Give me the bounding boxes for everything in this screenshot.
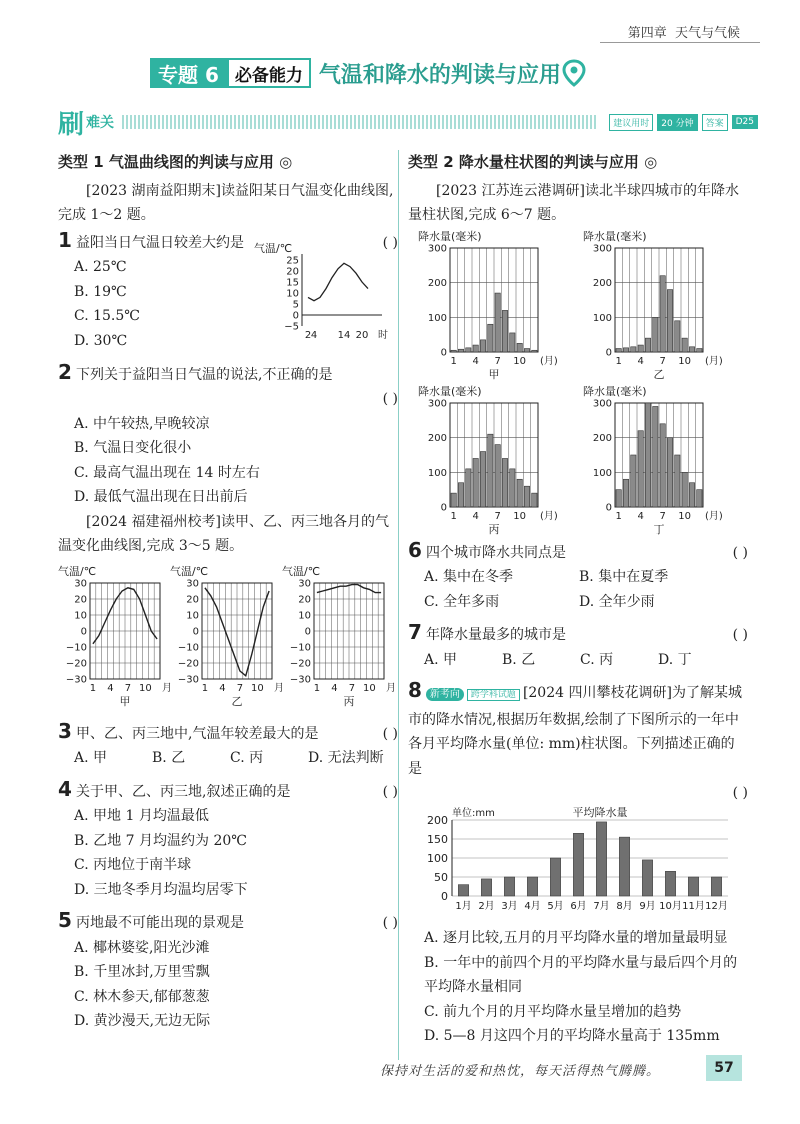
x-tick-label: 10月: [659, 900, 682, 912]
bar: [665, 871, 675, 896]
y-tick-label: −20: [289, 658, 311, 669]
target-icon: ◎: [644, 153, 658, 171]
y-axis-label: 降水量(毫米): [583, 384, 647, 398]
options-grid: [408, 565, 748, 614]
bar: [660, 275, 665, 351]
bar: [488, 434, 493, 507]
y-tick-label: −30: [289, 674, 311, 685]
chart-name-label: 丙: [488, 522, 500, 536]
question-1-block: [58, 228, 398, 356]
bar: [532, 493, 537, 507]
bar: [480, 451, 485, 506]
bar: [517, 479, 522, 507]
left-column: [58, 150, 398, 1034]
option[interactable]: A. 25℃: [74, 259, 127, 275]
bar: [532, 350, 537, 352]
y-axis-label: 降水量(毫米): [418, 384, 482, 398]
page-number: 57: [706, 1055, 742, 1081]
x-tick-label: 4: [310, 329, 318, 341]
y-tick-label: 200: [427, 432, 447, 444]
bar: [480, 339, 485, 351]
section-type-1: 类型 1 气温曲线图的判读与应用 ◎: [58, 153, 293, 171]
y-tick-label: −20: [65, 658, 87, 669]
y-tick-label: 30: [186, 578, 199, 589]
rain-chart-jia: [408, 228, 558, 381]
chart-name-label: 丁: [653, 522, 665, 536]
rain-chart-yi: [573, 228, 723, 381]
bar: [451, 350, 456, 352]
y-tick-label: 200: [427, 277, 447, 289]
rain-chart-ding: [573, 383, 723, 536]
bar: [667, 437, 672, 506]
y-tick-label: 0: [292, 310, 299, 321]
bar: [697, 348, 702, 351]
temp-chart-jia: [54, 561, 172, 717]
bar: [689, 346, 694, 351]
monthly-precip-chart: [408, 806, 738, 918]
option[interactable]: A. 逐月比较,五月的月平均降水量的增加量最明显: [424, 930, 728, 946]
y-tick-label: −20: [177, 658, 199, 669]
y-tick-label: −5: [284, 321, 299, 332]
answer-bracket[interactable]: ( ): [732, 544, 748, 561]
y-tick-label: 0: [605, 502, 612, 513]
bar: [495, 293, 500, 352]
y-axis-label: 单位:mm: [452, 807, 495, 819]
y-tick-label: 0: [440, 347, 447, 358]
option[interactable]: D. 全年少雨: [579, 593, 655, 610]
bar: [645, 338, 650, 352]
x-axis-label: 月: [386, 682, 396, 694]
option[interactable]: D. 无法判断: [308, 750, 384, 766]
bar: [667, 289, 672, 351]
y-tick-label: −10: [65, 642, 87, 653]
bar: [504, 877, 514, 896]
x-tick-label: 10: [513, 355, 527, 367]
x-axis-label: (月): [705, 510, 723, 522]
chapter-header: [628, 22, 740, 41]
new-direction-badge: 新考向: [426, 688, 464, 701]
y-tick-label: 20: [186, 594, 199, 605]
y-tick-label: 0: [441, 889, 448, 903]
x-axis-label: 时: [378, 329, 388, 341]
bar: [660, 423, 665, 506]
intro-1: [2023 湖南益阳期末]读益阳某日气温变化曲线图,完成 1～2 题。: [58, 182, 394, 223]
bar: [466, 347, 471, 351]
y-tick-label: −30: [177, 674, 199, 685]
x-tick-label: 4: [472, 355, 479, 367]
y-tick-label: −30: [65, 674, 87, 685]
temp-chart-yi: [166, 561, 284, 717]
answer-bracket[interactable]: ( ): [382, 234, 398, 251]
bar: [638, 430, 643, 506]
chart-name-label: 乙: [653, 367, 665, 381]
chart-name-label: 甲: [488, 367, 500, 381]
y-axis-label: 气温/℃: [58, 564, 97, 578]
x-tick-label: 4: [637, 355, 644, 367]
topic-title: [150, 58, 587, 88]
y-tick-label: 20: [74, 594, 87, 605]
option[interactable]: A. 甲地 1 月均温最低: [74, 808, 209, 824]
topic-ability-tag: 必备能力: [227, 58, 311, 88]
bar: [653, 406, 658, 507]
y-tick-label: 50: [434, 870, 448, 884]
y-tick-label: 30: [298, 578, 311, 589]
location-pin-icon: [561, 59, 587, 87]
x-tick-label: 3月: [501, 900, 518, 912]
x-tick-label: 8月: [616, 900, 633, 912]
option[interactable]: D. 30℃: [74, 332, 128, 349]
y-tick-label: 100: [427, 467, 447, 479]
y-tick-label: −10: [289, 642, 311, 653]
bar: [517, 343, 522, 352]
bar: [689, 482, 694, 506]
option[interactable]: D. 丁: [658, 651, 692, 668]
x-tick-label: 1: [201, 682, 209, 694]
option[interactable]: D. 三地冬季月均温均居零下: [74, 881, 248, 898]
y-tick-label: 150: [427, 832, 448, 846]
bar: [596, 821, 606, 895]
x-tick-label: 4: [219, 682, 226, 694]
x-tick-label: 10: [251, 682, 264, 694]
option[interactable]: B. 一年中的前四个月的平均降水量与最后四个月的平均降水量相同: [424, 954, 738, 995]
x-tick-label: 7: [494, 510, 501, 522]
y-tick-label: 25: [286, 255, 299, 266]
question-3: 3 甲、乙、丙三地中,气温年较差最大的是 ( ): [58, 719, 398, 747]
y-tick-label: 300: [592, 243, 612, 254]
bar: [458, 884, 468, 895]
x-tick-label: 2: [304, 329, 312, 341]
answer-bracket[interactable]: ( ): [382, 391, 398, 407]
y-tick-label: 10: [74, 610, 87, 621]
bar: [524, 348, 529, 351]
bar: [645, 403, 650, 507]
chapter-title: 天气与气候: [674, 26, 740, 41]
four-rain-charts: [408, 228, 748, 538]
answer-bracket[interactable]: ( ): [732, 785, 748, 801]
rain-chart-bing: [408, 383, 558, 536]
x-tick-label: 10: [678, 510, 692, 522]
x-tick-label: 10: [139, 682, 152, 694]
y-tick-label: 200: [592, 277, 612, 289]
y-tick-label: 20: [298, 594, 311, 605]
cross-subject-badge: 跨学科试题: [467, 689, 520, 701]
bar: [619, 837, 629, 896]
topic-main-title: 气温和降水的判读与应用: [318, 62, 561, 88]
options-row: [408, 648, 748, 673]
y-axis-label: 降水量(毫米): [583, 229, 647, 243]
bar: [573, 833, 583, 896]
bar: [473, 345, 478, 352]
option[interactable]: B. 千里冰封,万里雪飘: [74, 964, 210, 980]
question-1: 1 益阳当日气温日较差大约是 ( ): [58, 228, 398, 256]
bar: [524, 486, 529, 507]
x-tick-label: 10: [678, 355, 692, 367]
level-brush-label: 刷: [58, 109, 85, 140]
bar: [675, 455, 680, 507]
chapter-underline: [600, 42, 760, 43]
x-tick-label: 9月: [639, 900, 656, 912]
bar: [682, 472, 687, 507]
footer-motto: 保持对生活的爱和热忱，每天活得热气腾腾。: [380, 1064, 661, 1079]
y-tick-label: 0: [440, 502, 447, 513]
y-tick-label: 200: [592, 432, 612, 444]
bar: [697, 489, 702, 506]
y-tick-label: 15: [286, 277, 299, 288]
level-bar: [58, 108, 758, 140]
option[interactable]: C. 15.5℃: [74, 308, 140, 324]
option[interactable]: A. 集中在冬季: [424, 569, 514, 585]
question-8: 8 新考向 跨学科试题 [2024 四川攀枝花调研]为了解某城市的降水情况,根据历年数据,绘制了下图所示的一年中各月平均降水量(单位: mm)柱状图。下列描述正确的是: [408, 678, 742, 777]
x-tick-label: 7月: [593, 900, 610, 912]
bar: [502, 310, 507, 352]
option[interactable]: B. 19℃: [74, 283, 127, 300]
y-tick-label: 5: [292, 299, 299, 310]
bar: [451, 493, 456, 507]
y-axis-label: 气温/℃: [282, 564, 321, 578]
x-tick-label: 1: [313, 682, 321, 694]
bar: [631, 346, 636, 351]
x-tick-label: 1月: [455, 900, 472, 912]
y-tick-label: 300: [427, 398, 447, 409]
x-tick-label: 10: [363, 682, 376, 694]
y-tick-label: 300: [427, 243, 447, 254]
bar: [488, 324, 493, 352]
option[interactable]: C. 丙: [230, 750, 264, 766]
option[interactable]: D. 5—8 月这四个月的平均降水量高于 135mm: [424, 1028, 720, 1044]
question-2: 2 下列关于益阳当日气温的说法,不正确的是: [58, 359, 333, 384]
x-tick-label: 1: [89, 682, 97, 694]
y-axis-label: 降水量(毫米): [418, 229, 482, 243]
bar: [466, 468, 471, 506]
bar: [502, 458, 507, 507]
bar: [510, 468, 515, 506]
y-tick-label: 20: [286, 266, 299, 277]
option[interactable]: A. 中午较热,早晚较凉: [74, 415, 210, 432]
y-tick-label: 10: [186, 610, 199, 621]
y-tick-label: 0: [304, 626, 311, 637]
x-tick-label: 7: [236, 682, 244, 694]
y-tick-label: 0: [605, 347, 612, 358]
x-tick-label: 2月: [478, 900, 495, 912]
y-tick-label: 10: [298, 610, 311, 621]
y-axis-label: 气温/℃: [254, 241, 293, 255]
bar: [481, 878, 491, 895]
x-axis-label: 月: [274, 682, 284, 694]
x-axis-label: (月): [540, 510, 558, 522]
x-tick-label: 1: [615, 510, 622, 522]
option[interactable]: B. 乙: [502, 651, 536, 668]
bar: [638, 345, 643, 352]
chart-name-label: 甲: [119, 694, 131, 708]
x-tick-label: 7: [659, 355, 666, 367]
bar: [682, 338, 687, 352]
answer-label: 答案: [702, 114, 728, 131]
topic-tag: 专题 6: [150, 58, 227, 88]
y-tick-label: 0: [192, 626, 199, 637]
section-type-2: 类型 2 降水量柱状图的判读与应用 ◎: [408, 153, 658, 171]
option[interactable]: B. 气温日变化很小: [74, 440, 192, 456]
bar: [550, 858, 560, 896]
y-tick-label: 200: [427, 813, 448, 827]
x-tick-label: 4: [331, 682, 338, 694]
x-tick-label: 4: [637, 510, 644, 522]
intro-2: [2024 福建福州校考]读甲、乙、丙三地各月的气温变化曲线图,完成 3～5 题。: [58, 513, 390, 554]
right-column: [408, 150, 748, 1049]
y-tick-label: 100: [592, 312, 612, 324]
option[interactable]: A. 椰林婆娑,阳光沙滩: [74, 939, 210, 956]
answer-bracket[interactable]: ( ): [382, 725, 398, 742]
option[interactable]: C. 前九个月的月平均降水量呈增加的趋势: [424, 1003, 682, 1020]
x-tick-label: 4: [107, 682, 114, 694]
question-7: 7 年降水量最多的城市是 ( ): [408, 620, 748, 648]
options-row: [58, 746, 398, 771]
bar: [510, 332, 515, 351]
x-tick-label: 7: [124, 682, 132, 694]
chart-name-label: 丙: [343, 694, 355, 708]
x-tick-label: 7: [659, 510, 666, 522]
target-icon: ◎: [279, 153, 293, 171]
chart-name-label: 乙: [231, 694, 243, 708]
chapter-number: 第四章: [627, 26, 667, 41]
bar: [616, 348, 621, 351]
y-tick-label: 100: [592, 467, 612, 479]
option[interactable]: C. 林木参天,郁郁葱葱: [74, 988, 210, 1005]
y-axis-label: 气温/℃: [170, 564, 209, 578]
bar: [675, 320, 680, 351]
bar: [473, 458, 478, 507]
question-5: 5 丙地最不可能出现的景观是 ( ): [58, 908, 398, 936]
chart-title: 平均降水量: [572, 805, 628, 819]
option[interactable]: A. 甲: [74, 750, 108, 766]
option[interactable]: C. 最高气温出现在 14 时左右: [74, 464, 260, 481]
bar: [495, 444, 500, 506]
x-axis-label: 月: [162, 682, 172, 694]
bar: [653, 317, 658, 352]
level-hatch-divider: [122, 115, 597, 129]
x-tick-label: 14: [337, 329, 351, 341]
bar: [527, 877, 537, 896]
time-label: 建议用时: [609, 114, 653, 131]
intro-3: [2023 江苏连云港调研]读北半球四城市的年降水量柱状图,完成 6～7 题。: [408, 182, 740, 223]
bar: [711, 877, 721, 896]
x-tick-label: 1: [615, 355, 622, 367]
option[interactable]: B. 乙: [152, 750, 186, 766]
x-tick-label: 11月: [682, 900, 705, 912]
column-divider: [398, 150, 399, 1060]
option[interactable]: C. 全年多雨: [424, 593, 500, 610]
option[interactable]: B. 集中在夏季: [579, 569, 669, 585]
x-tick-label: 20: [355, 329, 369, 341]
x-tick-label: 5月: [547, 900, 564, 912]
temp-chart-bing: [278, 561, 396, 717]
x-axis-label: (月): [540, 355, 558, 367]
time-value: 20 分钟: [657, 114, 697, 131]
y-tick-label: 10: [286, 288, 299, 299]
series-line: [308, 263, 368, 300]
answer-bracket[interactable]: ( ): [382, 915, 398, 931]
y-tick-label: 100: [427, 851, 448, 865]
x-tick-label: 10: [513, 510, 527, 522]
bar: [458, 349, 463, 352]
x-tick-label: 7: [348, 682, 356, 694]
bar: [623, 479, 628, 507]
x-axis-label: (月): [705, 355, 723, 367]
daily-temperature-chart: [254, 240, 394, 350]
level-label: 难关: [86, 115, 115, 131]
option[interactable]: C. 丙: [580, 651, 614, 668]
x-tick-label: 7: [494, 355, 501, 367]
answer-bracket[interactable]: ( ): [732, 627, 748, 643]
y-tick-label: 100: [427, 312, 447, 324]
x-tick-label: 6月: [570, 900, 587, 912]
bar: [642, 859, 652, 895]
answer-bracket[interactable]: ( ): [382, 783, 398, 800]
answer-page: D25: [732, 115, 758, 129]
x-tick-label: 1: [450, 510, 457, 522]
option[interactable]: C. 丙地位于南半球: [74, 857, 192, 873]
question-6: 6 四个城市降水共同点是 ( ): [408, 538, 748, 566]
option[interactable]: D. 黄沙漫天,无边无际: [74, 1013, 211, 1029]
x-tick-label: 12月: [705, 900, 728, 912]
bar: [616, 489, 621, 506]
x-tick-label: 4月: [524, 900, 541, 912]
bar: [688, 877, 698, 896]
bar: [623, 347, 628, 351]
bar: [458, 482, 463, 506]
x-tick-label: 4: [472, 510, 479, 522]
bar: [631, 455, 636, 507]
option[interactable]: D. 最低气温出现在日出前后: [74, 489, 248, 505]
option[interactable]: A. 甲: [424, 651, 458, 668]
option[interactable]: B. 乙地 7 月均温约为 20℃: [74, 832, 247, 849]
question-4: 4 关于甲、乙、丙三地,叙述正确的是 ( ): [58, 777, 398, 805]
y-tick-label: 0: [80, 626, 87, 637]
y-tick-label: 30: [74, 578, 87, 589]
x-tick-label: 1: [450, 355, 457, 367]
y-tick-label: −10: [177, 642, 199, 653]
three-temp-charts: [58, 559, 398, 719]
y-tick-label: 300: [592, 398, 612, 409]
